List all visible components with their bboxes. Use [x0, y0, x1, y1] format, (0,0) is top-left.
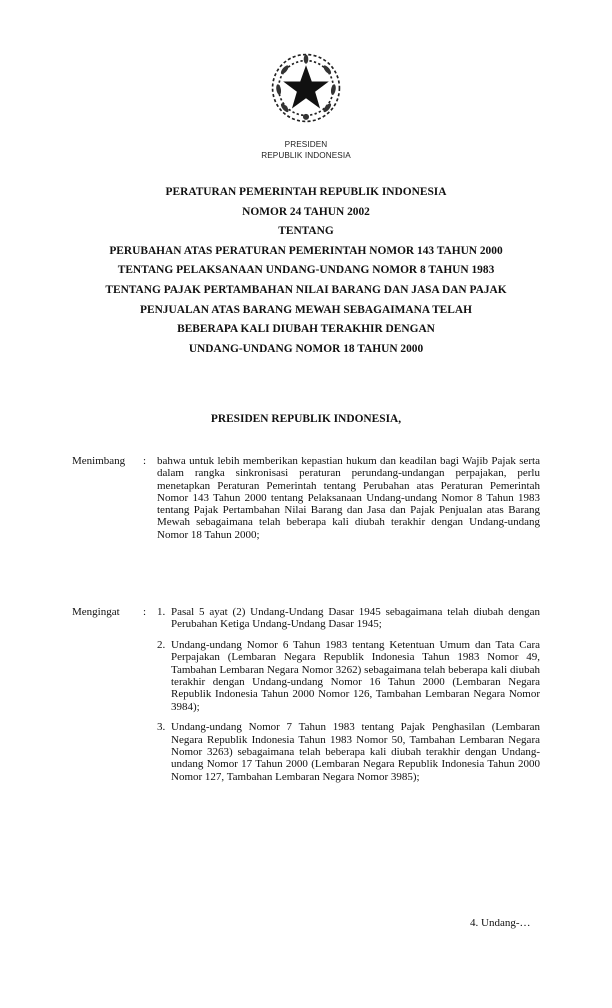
mengingat-label: Mengingat: [72, 606, 120, 618]
header-republik-indonesia: REPUBLIK INDONESIA: [261, 151, 351, 160]
mengingat-item: [157, 639, 540, 713]
title-line: TENTANG PELAKSANAAN UNDANG-UNDANG NOMOR 8 TAHUN 1983: [117, 264, 495, 277]
menimbang-text: bahwa untuk lebih memberikan kepastian hukum dan keadilan bagi Wajib Pajak serta dalam rangka sinkronisasi peraturan perundang-undangan perpajakan, perlu menetapkan Peraturan Pemerintah tentang Perubahan atas Peraturan Pemerintah Nomor 143 Tahun 2000 tentang Pelaksanaan Undang-undang Nomor 8 Tahun 1983 tentang Pajak Pertambahan Nilai Barang dan Jasa dan Pajak Penjualan atas Barang Mewah sebagaimana telah beberapa kali diubah terakhir dengan Undang-undang Nomor 18 Tahun 2000;: [157, 455, 540, 541]
menimbang-label: Menimbang: [72, 455, 126, 467]
item-text: Undang-undang Nomor 7 Tahun 1983 tentang Pajak Penghasilan (Lembaran Negara Republik Indonesia Tahun 1983 Nomor 50, Tambahan Lembaran Negara Nomor 3263) sebagaimana telah beberapa kali diubah terakhir dengan Undang-undang Nomor 17 Tahun 2000 (Lembaran Negara Republik Indonesia Tahun 2000 Nomor 127, Tambahan Lembaran Negara Nomor 3985);: [171, 721, 540, 783]
mengingat-item: [157, 606, 540, 631]
opening-statement: PRESIDEN REPUBLIK INDONESIA,: [210, 413, 402, 425]
item-text: Pasal 5 ayat (2) Undang-Undang Dasar 1945 sebagaimana telah diubah dengan Perubahan Ketiga Undang-Undang Dasar 1945;: [171, 606, 540, 631]
state-emblem-icon: [268, 50, 344, 126]
title-line: PENJUALAN ATAS BARANG MEWAH SEBAGAIMANA TELAH: [140, 303, 472, 316]
title-line: BEBERAPA KALI DIUBAH TERAKHIR DENGAN: [177, 323, 435, 336]
title-line: TENTANG: [278, 225, 334, 238]
document-title: [0, 183, 612, 359]
mengingat-list: [157, 606, 540, 791]
continuation-marker: 4. Undang-…: [470, 917, 531, 929]
mengingat-section: [72, 606, 540, 846]
menimbang-section: [72, 455, 540, 575]
item-number: 1.: [157, 606, 166, 618]
title-line: PERATURAN PEMERINTAH REPUBLIK INDONESIA: [165, 186, 447, 198]
mengingat-colon: :: [143, 606, 147, 618]
item-text: Undang-undang Nomor 6 Tahun 1983 tentang Ketentuan Umum dan Tata Cara Perpajakan (Lembaran Negara Republik Indonesia Tahun 1983 Nomor 49, Tambahan Lembaran Negara Nomor 3262) sebagaimana telah beberapa kali diubah terakhir dengan Undang-undang Nomor 16 Tahun 2000 (Lembaran Negara Republik Indonesia Tahun 2000 Nomor 126, Tambahan Lembaran Negara Nomor 3984);: [171, 639, 540, 713]
item-number: 2.: [157, 639, 166, 652]
title-line: UNDANG-UNDANG NOMOR 18 TAHUN 2000: [188, 342, 424, 355]
title-line: NOMOR 24 TAHUN 2002: [242, 205, 370, 218]
title-line: TENTANG PAJAK PERTAMBAHAN NILAI BARANG DAN JASA DAN PAJAK: [105, 283, 507, 296]
mengingat-item: [157, 721, 540, 782]
header-presiden: PRESIDEN: [284, 140, 328, 149]
menimbang-colon: :: [143, 455, 147, 467]
item-number: 3.: [157, 721, 166, 734]
title-line: PERUBAHAN ATAS PERATURAN PEMERINTAH NOMOR 143 TAHUN 2000: [109, 244, 503, 257]
